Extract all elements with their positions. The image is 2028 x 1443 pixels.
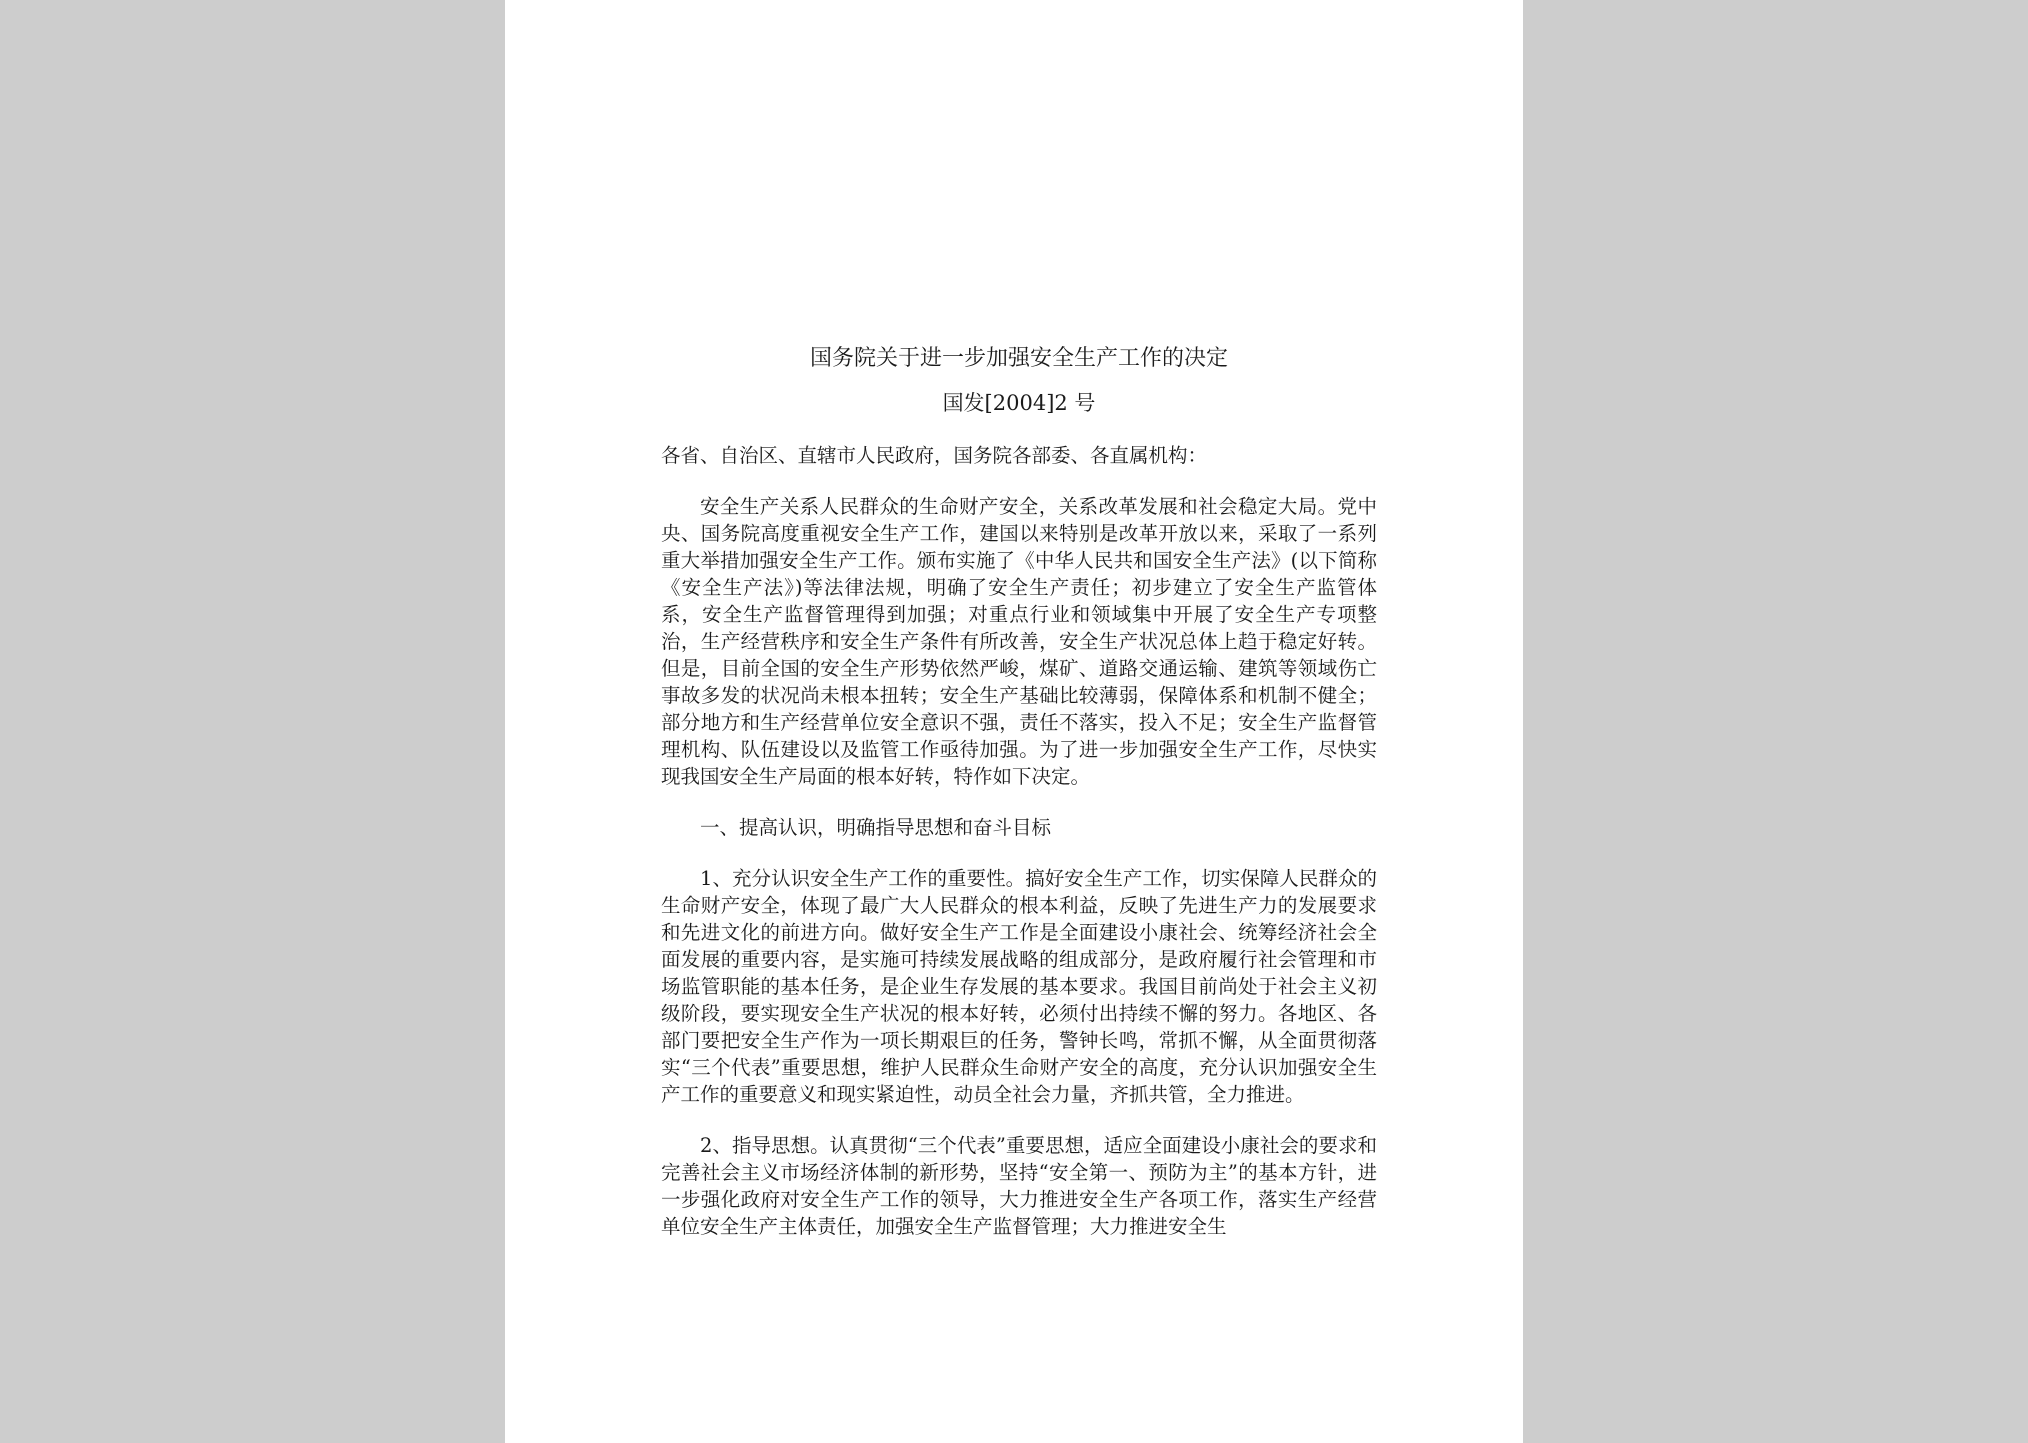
document-title: 国务院关于进一步加强安全生产工作的决定 (809, 346, 1228, 371)
item-2-paragraph: 2、指导思想。认真贯彻“三个代表”重要思想，适应全面建设小康社会的要求和完善社会主义市场经济体制的新形势，坚持“安全第一、预防为主”的基本方针，进一步强化政府对安全生产工作的领导，大力推进安全生产各项工作，落实生产经营单位安全生产主体责任，加强安全生产监督管理；大力推进安全生 (661, 1134, 1377, 1238)
salutation: 各省、自治区、直辖市人民政府，国务院各部委、各直属机构： (661, 444, 1208, 467)
document-number: 国发[2004]2 号 (942, 391, 1096, 415)
intro-paragraph: 安全生产关系人民群众的生命财产安全，关系改革发展和社会稳定大局。党中央、国务院高度重视安全生产工作，建国以来特别是改革开放以来，采取了一系列重大举措加强安全生产工作。颁布实施了《中华人民共和国安全生产法》(以下简称《安全生产法》)等法律法规，明确了安全生产责任；初步建立了安全生产监管体系，安全生产监督管理得到加强；对重点行业和领域集中开展了安全生产专项整治，生产经营秩序和安全生产条件有所改善，安全生产状况总体上趋于稳定好转。但是，目前全国的安全生产形势依然严峻，煤矿、道路交通运输、建筑等领域伤亡事故多发的状况尚未根本扭转；安全生产基础比较薄弱，保障体系和机制不健全；部分地方和生产经营单位安全意识不强，责任不落实，投入不足；安全生产监督管理机构、队伍建设以及监管工作亟待加强。为了进一步加强安全生产工作，尽快实现我国安全生产局面的根本好转，特作如下决定。 (661, 495, 1377, 788)
document-page (505, 0, 1523, 1443)
section-heading: 一、提高认识，明确指导思想和奋斗目标 (700, 816, 1052, 839)
page-content (661, 344, 1377, 1264)
item-1-paragraph: 1、充分认识安全生产工作的重要性。搞好安全生产工作，切实保障人民群众的生命财产安全，体现了最广大人民群众的根本利益，反映了先进生产力的发展要求和先进文化的前进方向。做好安全生产工作是全面建设小康社会、统筹经济社会全面发展的重要内容，是实施可持续发展战略的组成部分，是政府履行社会管理和市场监管职能的基本任务，是企业生存发展的基本要求。我国目前尚处于社会主义初级阶段，要实现安全生产状况的根本好转，必须付出持续不懈的努力。各地区、各部门要把安全生产作为一项长期艰巨的任务，警钟长鸣，常抓不懈，从全面贯彻落实“三个代表”重要思想，维护人民群众生命财产安全的高度，充分认识加强安全生产工作的重要意义和现实紧迫性，动员全社会力量，齐抓共管，全力推进。 (661, 867, 1377, 1106)
